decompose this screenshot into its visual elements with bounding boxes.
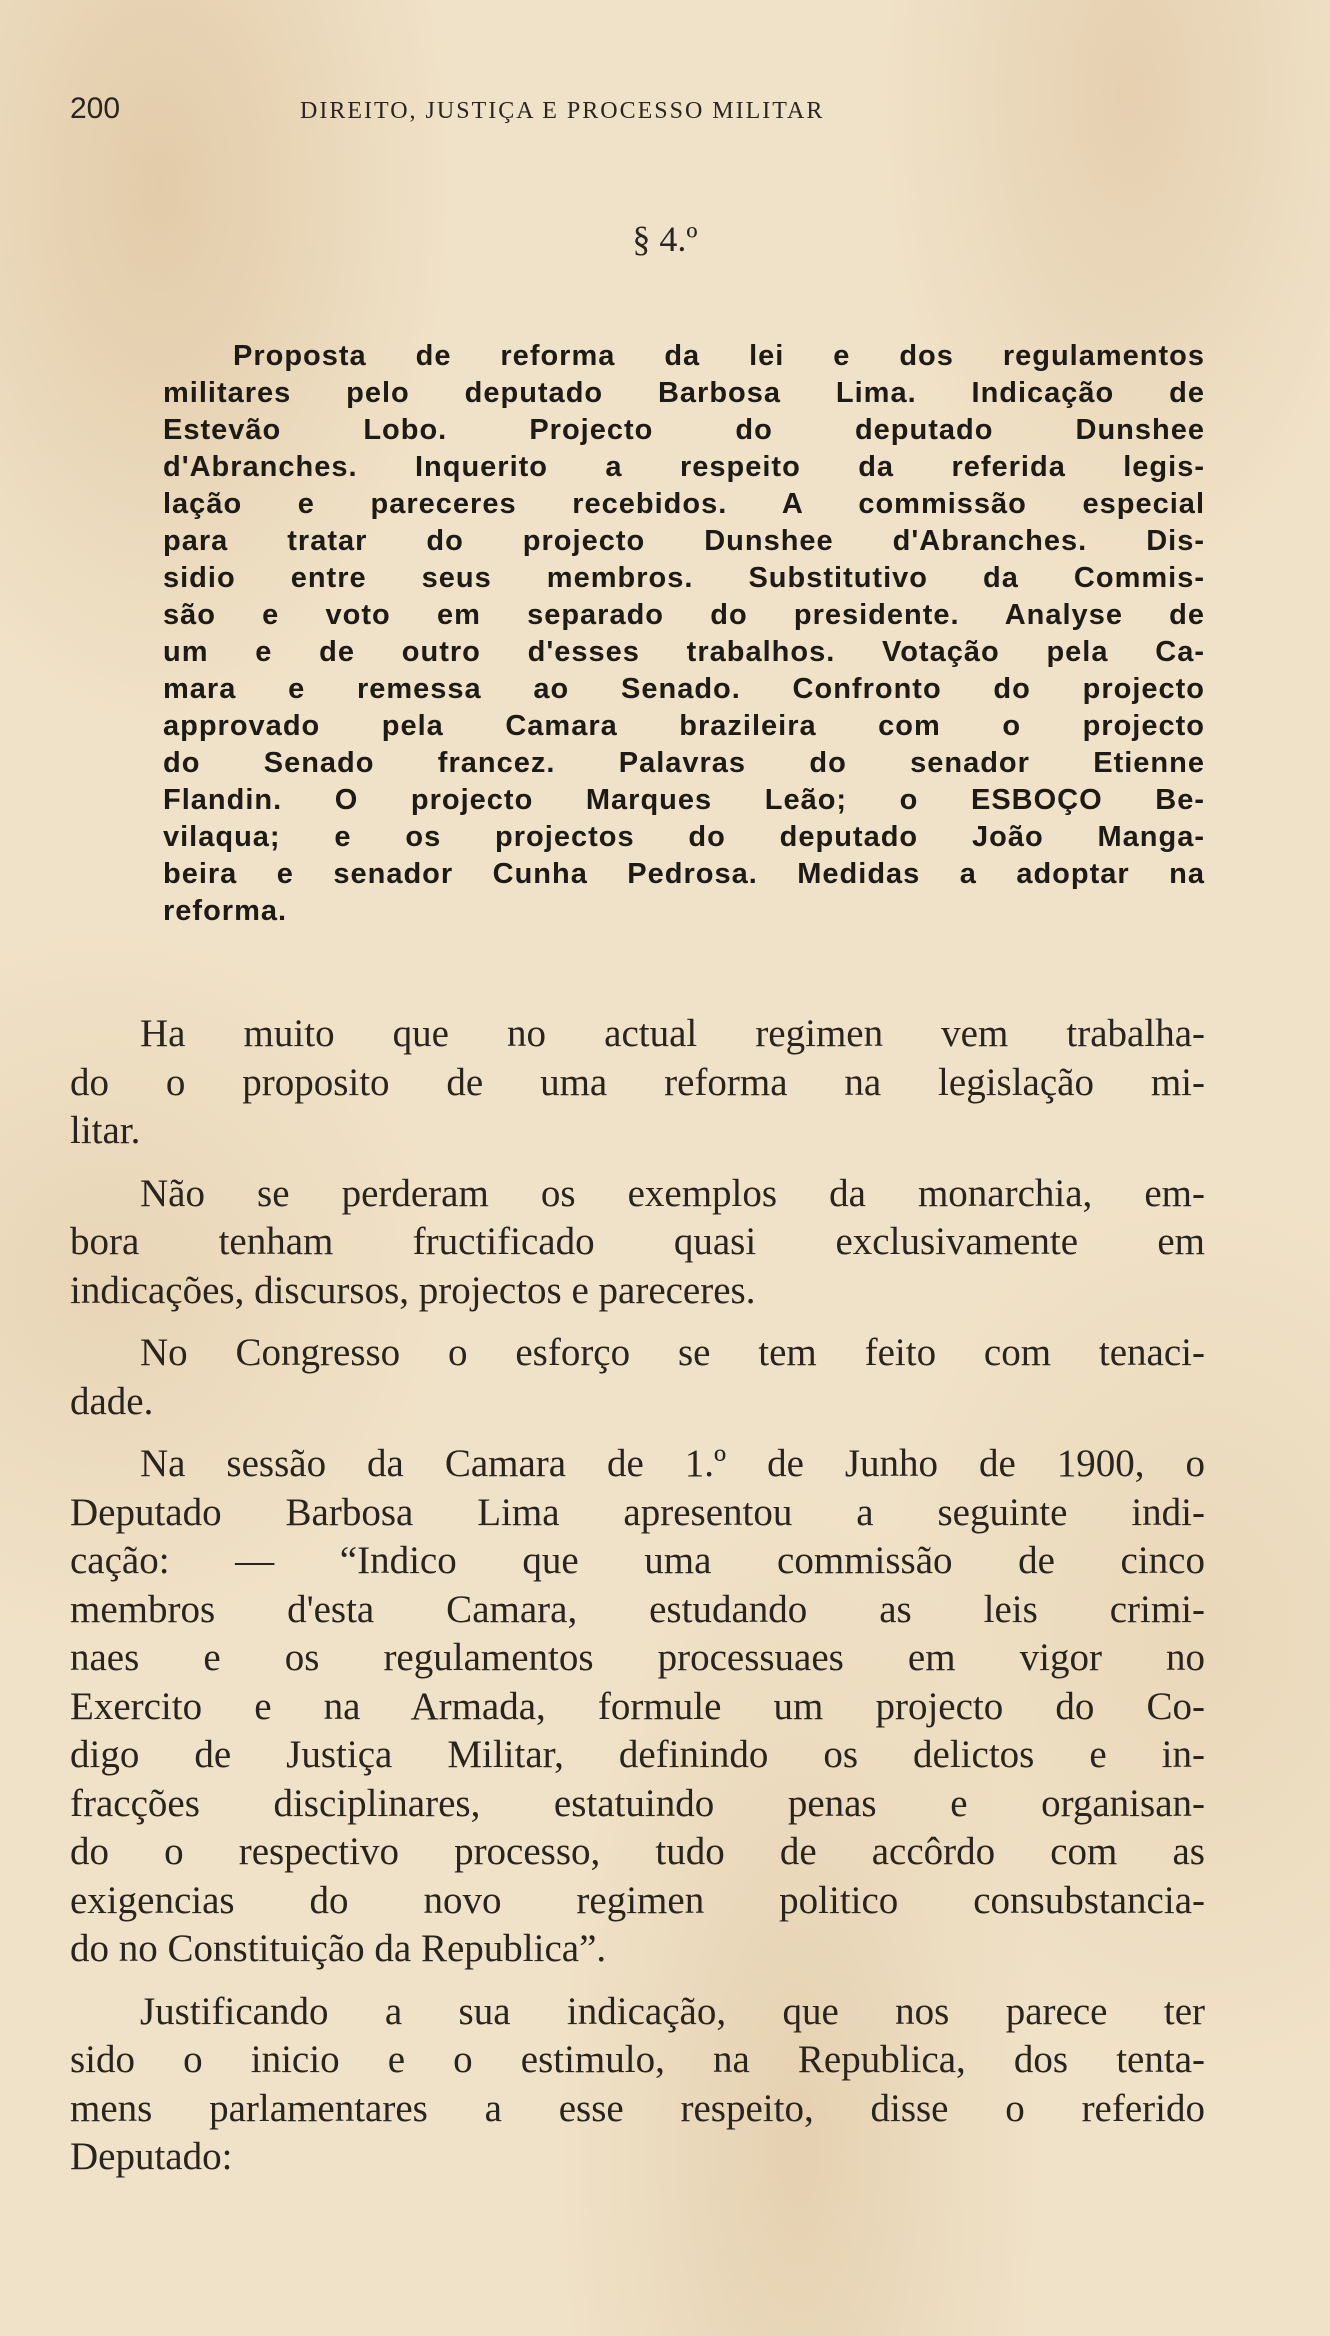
paragraph — [70, 1010, 1205, 1156]
paragraph — [70, 1170, 1205, 1316]
paragraph — [70, 1440, 1205, 1974]
text-line: Justificando a sua indicação, que nos parece ter — [140, 1989, 1205, 2033]
text-line: mens parlamentares a esse respeito, disse o referido — [70, 2086, 1205, 2130]
text-line: naes e os regulamentos processuaes em vigor no — [70, 1636, 1205, 1679]
summary-line: reforma. — [163, 895, 288, 927]
summary-line: do Senado francez. Palavras do senador Etienne — [163, 747, 1205, 779]
summary-line: beira e senador Cunha Pedrosa. Medidas a adoptar na — [163, 858, 1205, 890]
paragraph — [70, 1329, 1205, 1426]
running-header — [70, 92, 1220, 132]
page-number: 200 — [70, 92, 121, 125]
running-title: DIREITO, JUSTIÇA E PROCESSO MILITAR — [300, 98, 825, 124]
section-summary — [163, 338, 1205, 930]
text-line: Deputado Barbosa Lima apresentou a seguinte indi- — [70, 1490, 1205, 1534]
text-line: digo de Justiça Militar, definindo os delictos e in- — [70, 1733, 1205, 1776]
text-line: cação: — “Indico que uma commissão de cinco — [70, 1539, 1205, 1582]
text-line: Não se perderam os exemplos da monarchia, em- — [140, 1171, 1205, 1215]
summary-line: d'Abranches. Inquerito a respeito da referida legis- — [163, 451, 1205, 483]
summary-line: mara e remessa ao Senado. Confronto do projecto — [163, 673, 1205, 705]
text-line: litar. — [70, 1109, 141, 1152]
text-line: dade. — [70, 1379, 154, 1423]
summary-line: para tratar do projecto Dunshee d'Abranches. Dis- — [163, 525, 1205, 557]
text-line: Deputado: — [70, 2135, 233, 2178]
text-line: do o respectivo processo, tudo de accôrdo com as — [70, 1830, 1205, 1873]
text-line: Ha muito que no actual regimen vem trabalha- — [140, 1012, 1205, 1055]
text-line: exigencias do novo regimen politico consubstancia- — [70, 1878, 1205, 1922]
text-line: membros d'esta Camara, estudando as leis crimi- — [70, 1587, 1205, 1631]
paragraph — [70, 1988, 1205, 2182]
summary-line: approvado pela Camara brazileira com o projecto — [163, 710, 1205, 742]
text-line: do no Constituição da Republica”. — [70, 1927, 607, 1970]
summary-line: Proposta de reforma da lei e dos regulamentos — [233, 340, 1205, 372]
summary-line: lação e pareceres recebidos. A commissão especial — [163, 488, 1205, 520]
summary-line: sidio entre seus membros. Substitutivo da Commis- — [163, 562, 1205, 594]
text-line: Na sessão da Camara de 1.º de Junho de 1900, o — [140, 1442, 1205, 1485]
summary-line: vilaqua; e os projectos do deputado João Manga- — [163, 821, 1205, 853]
summary-line: são e voto em separado do presidente. Analyse de — [163, 599, 1205, 631]
text-line: sido o inicio e o estimulo, na Republica, dos tenta- — [70, 2038, 1205, 2081]
summary-line: Flandin. O projecto Marques Leão; o ESBOÇO Be- — [163, 784, 1205, 816]
summary-line: Estevão Lobo. Projecto do deputado Dunshee — [163, 414, 1205, 446]
text-line: No Congresso o esforço se tem feito com tenaci- — [140, 1331, 1205, 1374]
text-line: do o proposito de uma reforma na legislação mi- — [70, 1060, 1205, 1104]
text-line: fracções disciplinares, estatuindo penas e organisan- — [70, 1781, 1205, 1825]
text-line: bora tenham fructificado quasi exclusivamente em — [70, 1220, 1205, 1263]
summary-line: um e de outro d'esses trabalhos. Votação pela Ca- — [163, 636, 1205, 668]
body-text — [70, 1010, 1205, 2196]
text-line: indicações, discursos, projectos e pareceres. — [70, 1268, 756, 1312]
summary-line: militares pelo deputado Barbosa Lima. Indicação de — [163, 377, 1205, 409]
section-heading: § 4.º — [632, 219, 698, 259]
text-line: Exercito e na Armada, formule um projecto do Co- — [70, 1684, 1205, 1728]
